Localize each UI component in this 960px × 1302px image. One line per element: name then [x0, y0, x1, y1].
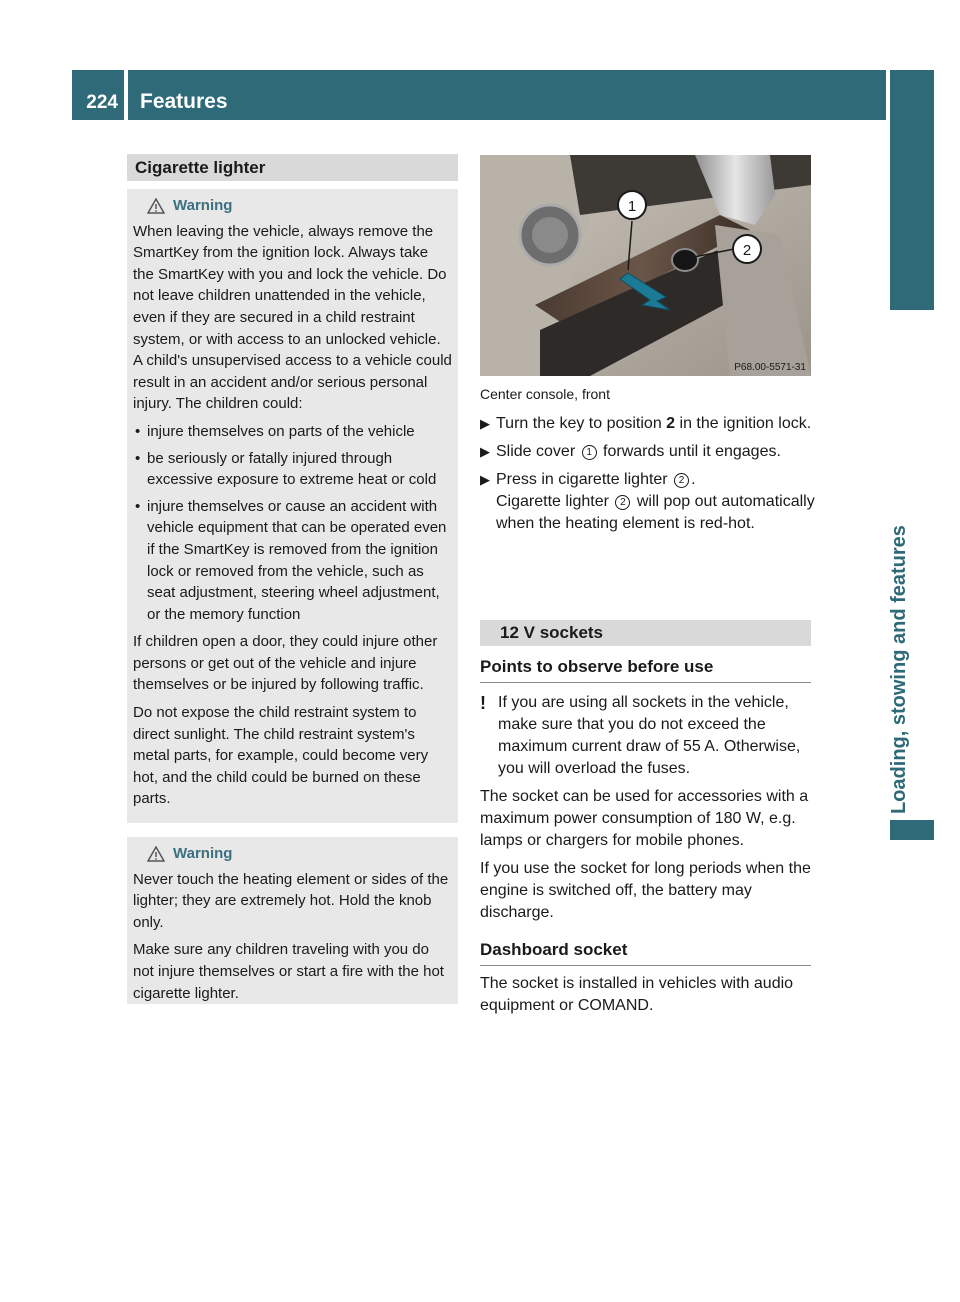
- page-number: 224: [86, 92, 118, 113]
- warning-label: Warning: [173, 197, 233, 214]
- step-arrow-icon: ▶: [480, 416, 490, 431]
- step-item: [480, 441, 815, 463]
- callout-1: 1: [627, 198, 637, 215]
- paragraph: The socket can be used for accessories with a maximum power consumption of 180 W, e.g. lamps or chargers for mobile phones.: [480, 788, 809, 849]
- side-tab-bar: [890, 70, 934, 310]
- warning-paragraph: Make sure any children traveling with you do not injure themselves or start a fire with the hot cigarette lighter.: [133, 941, 444, 1002]
- bullet-item: • injure themselves on parts of the vehicle: [133, 421, 452, 443]
- warning-paragraph: When leaving the vehicle, always remove the SmartKey from the ignition lock. Always take the SmartKey with you and lock the vehicle. Do not leave children unattended in the vehicle, even if they are secured in a child restraint system, or with access to an unlocked vehicle. A child's unsupervised access to a vehicle could result in an accident and/or serious personal injury. The children could:: [133, 222, 452, 413]
- step-text: will pop out automatically when the heating element is red-hot.: [496, 493, 815, 532]
- page-number-box: [72, 70, 124, 120]
- warning-header: [133, 843, 452, 865]
- paragraph: If you use the socket for long periods when the engine is switched off, the battery may discharge.: [480, 860, 811, 921]
- notice-item: [480, 692, 815, 780]
- callout-ref: 2: [615, 495, 630, 510]
- bullet-item: • injure themselves or cause an accident with vehicle equipment that can be operated even if the SmartKey is removed from the ignition lock or removed from the vehicle, such as seat adjustment, steering wheel adjustment, or the memory function: [133, 496, 452, 626]
- warning-header: [133, 195, 452, 217]
- step-text: in the ignition lock.: [675, 415, 812, 432]
- side-tab-label: Loading, stowing and features: [888, 525, 910, 814]
- step-text: Slide cover: [496, 443, 580, 460]
- step-text: Press in cigarette lighter: [496, 471, 673, 488]
- page-title: Features: [140, 90, 228, 113]
- page-header: [128, 70, 886, 120]
- notice-exclamation-icon: !: [480, 693, 486, 713]
- section-title-bar: [127, 154, 458, 181]
- warning-triangle-icon: [147, 846, 165, 862]
- paragraph: The socket is installed in vehicles with audio equipment or COMAND.: [480, 975, 794, 1014]
- side-tab-marker: [890, 820, 934, 840]
- warning-box-1: [127, 189, 458, 823]
- step-arrow-icon: ▶: [480, 444, 490, 459]
- warning-triangle-icon: [147, 198, 165, 214]
- step-text: .: [691, 471, 696, 488]
- warning-label: Warning: [173, 845, 233, 862]
- sockets-body: [480, 692, 815, 930]
- center-console-photo: [480, 155, 811, 376]
- warning-box-2: [127, 837, 458, 1004]
- callout-2: 2: [742, 242, 752, 259]
- section-title: Cigarette lighter: [135, 158, 266, 177]
- figure-ref-code: P68.00-5571-31: [734, 362, 806, 373]
- warning-paragraph: Do not expose the child restraint system to direct sunlight. The child restraint system's metal parts, for example, could become very hot, and the child could be burned on these parts.: [133, 704, 429, 808]
- warning-bullets: [133, 421, 452, 625]
- subsection-title-bar: [480, 620, 811, 646]
- step-item: [480, 413, 815, 435]
- step-text: forwards until it engages.: [598, 443, 781, 460]
- subsection-title: 12 V sockets: [500, 623, 604, 642]
- console-illustration: [480, 155, 811, 376]
- steps-list: [480, 413, 815, 541]
- step-item: [480, 469, 815, 535]
- step-bold: 2: [666, 415, 676, 432]
- warning-paragraph: Never touch the heating element or sides of the lighter; they are extremely hot. Hold the knob only.: [133, 870, 449, 931]
- step-text: Turn the key to position: [496, 415, 667, 432]
- heading-dashboard-socket: Dashboard socket: [480, 940, 811, 966]
- heading-points: Points to observe before use: [480, 657, 811, 683]
- dashboard-body: [480, 973, 815, 1023]
- bullet-item: • be seriously or fatally injured through excessive exposure to extreme heat or cold: [133, 448, 452, 491]
- step-text: Cigarette lighter: [496, 493, 614, 510]
- callout-ref: 2: [674, 473, 689, 488]
- step-arrow-icon: ▶: [480, 472, 490, 487]
- photo-caption: Center console, front: [480, 386, 610, 402]
- callout-ref: 1: [582, 445, 597, 460]
- warning-paragraph: If children open a door, they could injure other persons or get out of the vehicle and injure themselves or be injured by following traffic.: [133, 633, 438, 694]
- notice-text: If you are using all sockets in the vehicle, make sure that you do not exceed the maximum current draw of 55 A. Otherwise, you will overload the fuses.: [498, 694, 801, 777]
- side-tab: [880, 316, 940, 816]
